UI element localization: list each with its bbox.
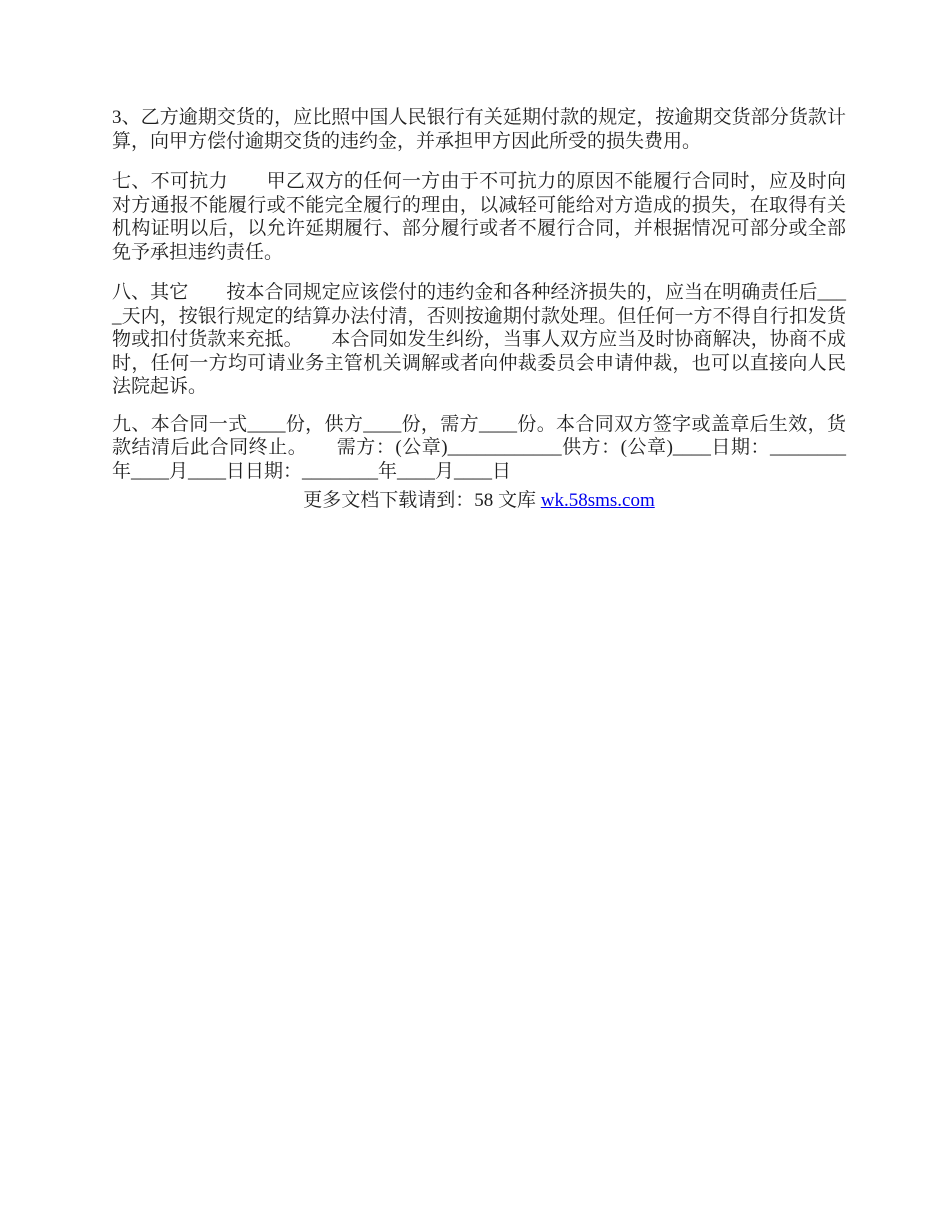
footer-link[interactable]: wk.58sms.com <box>540 490 655 511</box>
clause-8-other: 八、其它 按本合同规定应该偿付的违约金和各种经济损失的，应当在明确责任后____天内，按银行规定的结算办法付清，否则按逾期付款处理。但任何一方不得自行扣发货物或扣付货款来充抵。 本合同如发生纠纷，当事人双方应当及时协商解决，协商不成时，任何一方均可请业务主管机关调解或者向仲裁委员会申请仲裁，也可以直接向人民法院起诉。 <box>112 282 846 397</box>
clause-3-late-delivery: 3、乙方逾期交货的，应比照中国人民银行有关延期付款的规定，按逾期交货部分货款计算，向甲方偿付逾期交货的违约金，并承担甲方因此所受的损失费用。 <box>112 107 846 152</box>
clause-7-force-majeure: 七、不可抗力 甲乙双方的任何一方由于不可抗力的原因不能履行合同时，应及时向对方通报不能履行或不能完全履行的理由，以减轻可能给对方造成的损失，在取得有关机构证明以后，以允许延期履行、部分履行或者不履行合同，并根据情况可部分或全部免予承担违约责任。 <box>112 171 846 263</box>
contract-body <box>0 0 950 513</box>
clause-9-copies-signatures: 九、本合同一式____份，供方____份，需方____份。本合同双方签字或盖章后生效，货款结清后此合同终止。 需方：(公章)____________供方：(公章)____日期：________年____月____日日期：________年____月____日 <box>112 413 846 482</box>
download-footer <box>112 489 846 513</box>
download-footer-text: 更多文档下载请到：58 文库 <box>303 490 541 511</box>
